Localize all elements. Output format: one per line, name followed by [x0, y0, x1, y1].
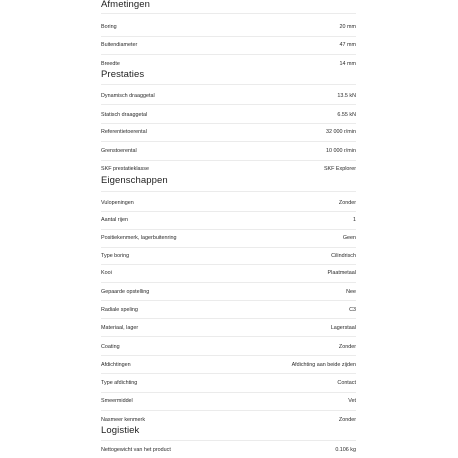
divider: [101, 300, 356, 301]
spec-label: SKF prestatieklasse: [101, 166, 149, 172]
spec-label: Afdichtingen: [101, 362, 131, 368]
spec-row: [101, 235, 356, 242]
spec-value: 13.5 kN: [337, 93, 356, 99]
spec-value: Cilindrisch: [331, 253, 356, 259]
spec-value: 0.106 kg: [335, 447, 356, 453]
spec-label: Gepaarde opstelling: [101, 289, 150, 295]
section-afmetingen: [101, 0, 356, 10]
spec-row: [101, 253, 356, 260]
spec-value: 6.55 kN: [337, 112, 356, 118]
spec-value: Afdichting aan beide zijden: [291, 362, 356, 368]
spec-row: [101, 217, 356, 224]
section-prestaties: [101, 69, 356, 80]
divider: [101, 264, 356, 265]
divider: [101, 440, 356, 441]
spec-label: Coating: [101, 344, 120, 350]
spec-label: Boring: [101, 24, 117, 30]
spec-label: Nasmeer kenmerk: [101, 417, 146, 423]
spec-row: [101, 200, 356, 207]
spec-label: Dynamisch draaggetal: [101, 93, 155, 99]
section-title: Afmetingen: [101, 0, 151, 10]
divider: [101, 123, 356, 124]
section-eigenschappen: [101, 175, 356, 186]
divider: [101, 104, 356, 105]
spec-value: Zonder: [338, 344, 356, 350]
spec-value: 20 mm: [339, 24, 356, 30]
divider: [101, 84, 356, 85]
divider: [101, 247, 356, 248]
divider: [101, 13, 356, 14]
section-title: Logistiek: [101, 425, 140, 436]
spec-label: Referentietoerental: [101, 129, 147, 135]
spec-row: [101, 307, 356, 314]
spec-value: 32 000 r/min: [326, 129, 356, 135]
divider: [101, 373, 356, 374]
spec-label: Breedte: [101, 61, 120, 67]
divider: [101, 211, 356, 212]
spec-row: [101, 417, 356, 424]
spec-value: Zonder: [338, 200, 356, 206]
spec-label: Aantal rijen: [101, 217, 128, 223]
spec-row: [101, 398, 356, 405]
spec-row: [101, 447, 356, 454]
spec-row: [101, 112, 356, 119]
spec-value: Vet: [348, 398, 356, 404]
spec-label: Type afdichting: [101, 380, 138, 386]
spec-value: 47 mm: [339, 42, 356, 48]
spec-label: Smeermiddel: [101, 398, 133, 404]
spec-label: Grenstoerental: [101, 148, 137, 154]
spec-row: [101, 129, 356, 136]
spec-value: 10 000 r/min: [326, 148, 356, 154]
spec-value: Geen: [342, 235, 356, 241]
spec-row: [101, 289, 356, 296]
spec-label: Kooi: [101, 270, 112, 276]
divider: [101, 229, 356, 230]
spec-value: Lagerstaal: [330, 325, 356, 331]
section-logistiek: [101, 425, 356, 436]
spec-value: Plaatmetaal: [327, 270, 356, 276]
spec-row: [101, 325, 356, 332]
spec-row: [101, 148, 356, 155]
divider: [101, 318, 356, 319]
divider: [101, 282, 356, 283]
spec-value: C3: [349, 307, 356, 313]
spec-value: SKF Explorer: [323, 166, 356, 172]
spec-label: Type boring: [101, 253, 130, 259]
divider: [101, 191, 356, 192]
spec-row: [101, 93, 356, 100]
divider: [101, 160, 356, 161]
spec-value: Contact: [337, 380, 356, 386]
spec-label: Radiale speling: [101, 307, 138, 313]
spec-row: [101, 24, 356, 31]
section-title: Eigenschappen: [101, 175, 168, 186]
spec-value: Zonder: [338, 417, 356, 423]
divider: [101, 141, 356, 142]
spec-value: 14 mm: [339, 61, 356, 67]
spec-label: Nettogewicht van het product: [101, 447, 171, 453]
spec-label: Buitendiameter: [101, 42, 138, 48]
spec-label: Positiekenmerk, lagerbuitenring: [101, 235, 177, 241]
spec-row: [101, 270, 356, 277]
divider: [101, 36, 356, 37]
spec-value: Nee: [346, 289, 356, 295]
spec-row: [101, 61, 356, 68]
spec-row: [101, 166, 356, 173]
spec-row: [101, 380, 356, 387]
spec-row: [101, 42, 356, 49]
spec-row: [101, 362, 356, 369]
spec-label: Statisch draaggetal: [101, 112, 148, 118]
divider: [101, 410, 356, 411]
spec-row: [101, 344, 356, 351]
spec-value: 1: [353, 217, 356, 223]
divider: [101, 392, 356, 393]
section-title: Prestaties: [101, 69, 145, 80]
divider: [101, 54, 356, 55]
spec-label: Materiaal, lager: [101, 325, 139, 331]
divider: [101, 355, 356, 356]
divider: [101, 336, 356, 337]
spec-label: Vulopeningen: [101, 200, 134, 206]
